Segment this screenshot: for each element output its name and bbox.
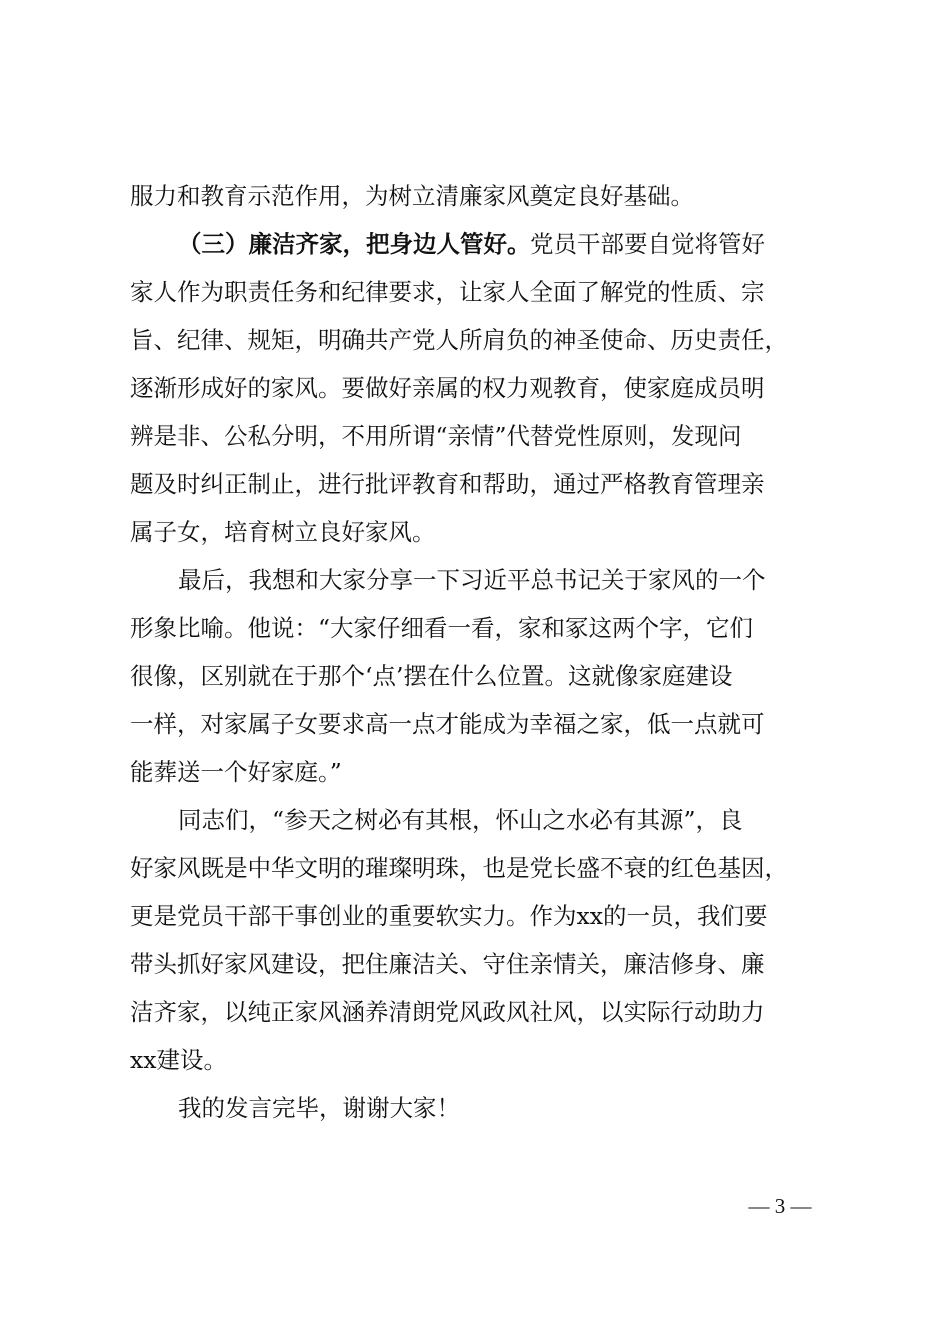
- text-line: 辨是非、公私分明，不用所谓“亲情”代替党性原则，发现问: [130, 422, 742, 450]
- paragraph-line: [0, 1036, 950, 1084]
- text-line: 同志们，“参天之树必有其根，怀山之水必有其源”，良: [178, 806, 743, 834]
- text-line: 旨、纪律、规矩，明确共产党人所肩负的神圣使命、历史责任，: [130, 326, 788, 354]
- text-line: 带头抓好家风建设，把住廉洁关、守住亲情关，廉洁修身、廉: [130, 950, 765, 978]
- text-line: 属子女，培育树立良好家风。: [130, 518, 436, 546]
- paragraph-line: [0, 796, 950, 844]
- paragraph-line: [0, 412, 950, 460]
- page-number: — 3 —: [748, 1194, 812, 1218]
- paragraph-line: [0, 844, 950, 892]
- paragraph-line: [0, 604, 950, 652]
- paragraph-line: [0, 316, 950, 364]
- text-line: 很像，区别就在于那个‘点’摆在什么位置。这就像家庭建设: [130, 662, 733, 690]
- paragraph-line: [0, 988, 950, 1036]
- paragraph-line: [0, 556, 950, 604]
- text-line: 更是党员干部干事创业的重要软实力。作为xx的一员，我们要: [130, 902, 768, 930]
- text-line: 好家风既是中华文明的璀璨明珠，也是党长盛不衰的红色基因，: [130, 854, 788, 882]
- paragraph-line: [0, 652, 950, 700]
- paragraph-line: [0, 508, 950, 556]
- paragraph-line: [0, 940, 950, 988]
- text-line: 洁齐家，以纯正家风涵养清朗党风政风社风，以实际行动助力: [130, 998, 765, 1026]
- text-line: 我的发言完毕，谢谢大家！: [178, 1094, 460, 1122]
- paragraph-line: [0, 460, 950, 508]
- text-line: 党员干部要自觉将管好: [530, 230, 765, 258]
- text-line: 家人作为职责任务和纪律要求，让家人全面了解党的性质、宗: [130, 278, 765, 306]
- text-line: 最后，我想和大家分享一下习近平总书记关于家风的一个: [178, 566, 766, 594]
- paragraph-line: [0, 220, 950, 268]
- paragraph-line: [0, 172, 950, 220]
- section-heading: （三）廉洁齐家，把身边人管好。: [178, 230, 531, 258]
- text-line: 逐渐形成好的家风。要做好亲属的权力观教育，使家庭成员明: [130, 374, 765, 402]
- text-line: 题及时纠正制止，进行批评教育和帮助，通过严格教育管理亲: [130, 470, 765, 498]
- text-line: 服力和教育示范作用，为树立清廉家风奠定良好基础。: [130, 182, 694, 210]
- paragraph-line: [0, 1084, 950, 1132]
- paragraph-line: [0, 364, 950, 412]
- paragraph-line: [0, 268, 950, 316]
- paragraph-line: [0, 748, 950, 796]
- text-line: xx建设。: [130, 1046, 228, 1074]
- text-line: 能葬送一个好家庭。”: [130, 758, 342, 786]
- paragraph-line: [0, 700, 950, 748]
- text-line: 一样，对家属子女要求高一点才能成为幸福之家，低一点就可: [130, 710, 765, 738]
- paragraph-line: [0, 892, 950, 940]
- text-line: 形象比喻。他说：“大家仔细看一看，家和冢这两个字，它们: [130, 614, 754, 642]
